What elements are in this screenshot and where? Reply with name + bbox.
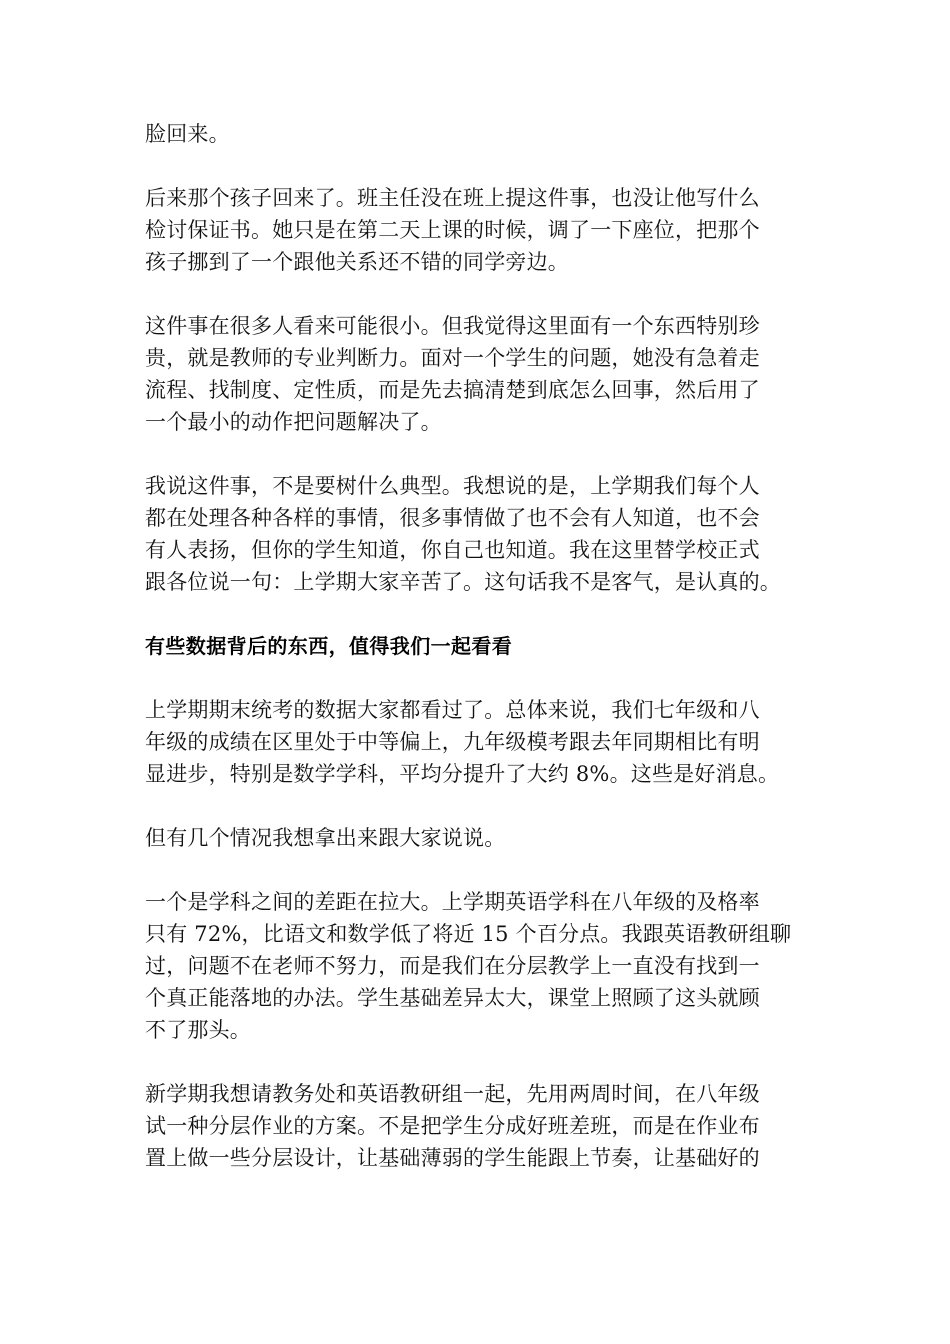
paragraph-2: 后来那个孩子回来了。班主任没在班上提这件事，也没让他写什么 检讨保证书。她只是在第二天上课的时候，调了一下座位，把那个 孩子挪到了一个跟他关系还不错的同学旁边。 — [145, 186, 760, 274]
document-body — [145, 118, 805, 1206]
paragraph-6: 但有几个情况我想拿出来跟大家说说。 — [145, 826, 506, 850]
section-heading: 有些数据背后的东西，值得我们一起看看 — [145, 634, 513, 658]
paragraph-4: 我说这件事，不是要树什么典型。我想说的是，上学期我们每个人 都在处理各种各样的事情，很多事情做了也不会有人知道，也不会 有人表扬，但你的学生知道，你自己也知道。我在这里替学校正式 跟各位说一句：上学期大家辛苦了。这句话我不是客气，是认真的。 — [145, 474, 781, 594]
paragraph-8: 新学期我想请教务处和英语教研组一起，先用两周时间，在八年级 试一种分层作业的方案。不是把学生分成好班差班，而是在作业布 置上做一些分层设计，让基础薄弱的学生能跟上节奏，让基础好的 — [145, 1082, 760, 1170]
paragraph-7: 一个是学科之间的差距在拉大。上学期英语学科在八年级的及格率 只有 72%，比语文和数学低了将近 15 个百分点。我跟英语教研组聊 过，问题不在老师不努力，而是我们在分层教学上一直没有找到一 个真正能落地的办法。学生基础差异太大，课堂上照顾了这头就顾 不了那头。 — [145, 890, 792, 1042]
paragraph-5: 上学期期末统考的数据大家都看过了。总体来说，我们七年级和八 年级的成绩在区里处于中等偏上，九年级模考跟去年同期相比有明 显进步，特别是数学学科，平均分提升了大约 8%。这些是好消息。 — [145, 698, 780, 786]
paragraph-1: 脸回来。 — [145, 122, 230, 146]
paragraph-3: 这件事在很多人看来可能很小。但我觉得这里面有一个东西特别珍 贵，就是教师的专业判断力。面对一个学生的问题，她没有急着走 流程、找制度、定性质，而是先去搞清楚到底怎么回事，然后用了 一个最小的动作把问题解决了。 — [145, 314, 760, 434]
